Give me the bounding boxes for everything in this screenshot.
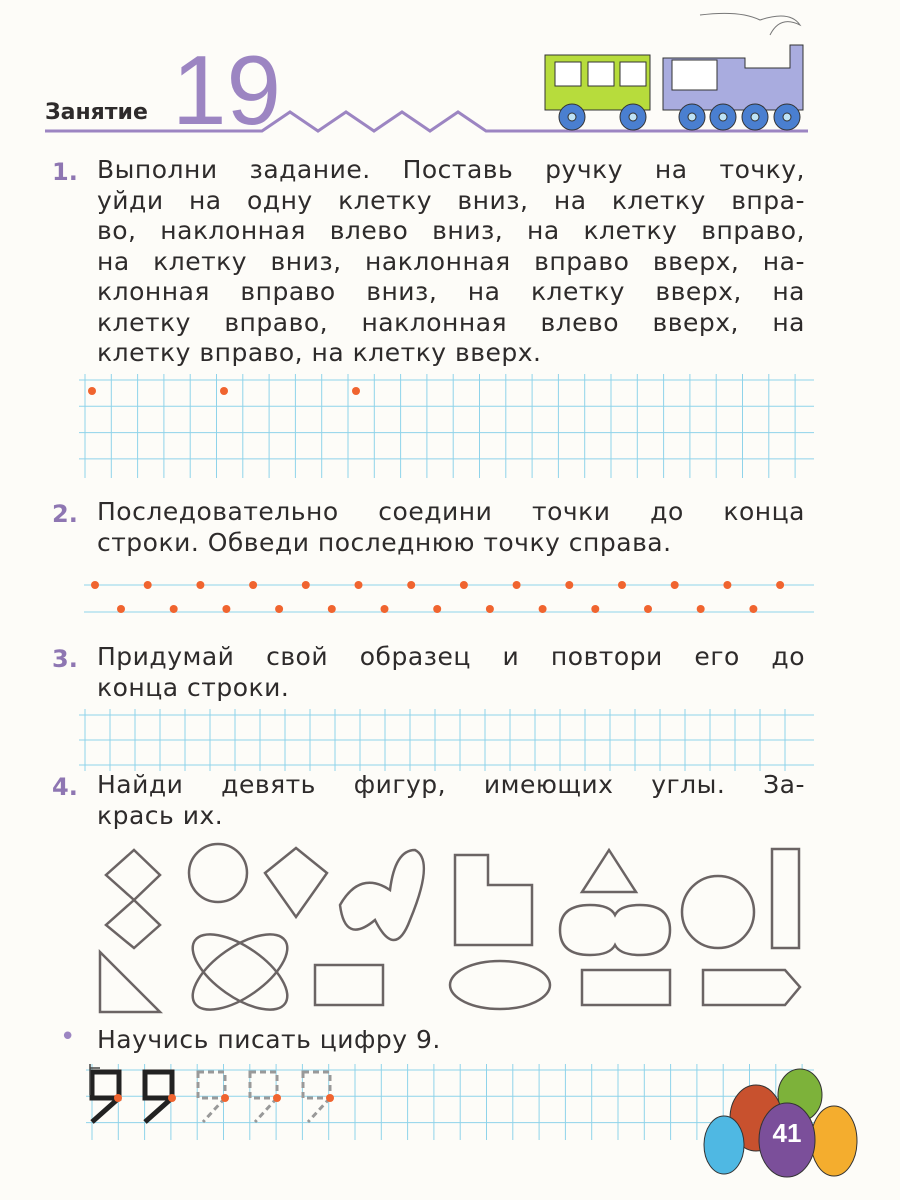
badge-circle-orange bbox=[811, 1106, 857, 1176]
dot bbox=[433, 605, 441, 613]
text-line: Придумай свой образец и повтори его до bbox=[97, 642, 805, 671]
locomotive-window bbox=[672, 60, 717, 90]
dot bbox=[328, 605, 336, 613]
dot bbox=[117, 605, 125, 613]
dot bbox=[275, 605, 283, 613]
dot bbox=[273, 1094, 281, 1102]
dot bbox=[91, 581, 99, 589]
task-2-text bbox=[97, 497, 805, 558]
badge-circle-blue bbox=[704, 1116, 744, 1174]
dot bbox=[144, 581, 152, 589]
dot bbox=[407, 581, 415, 589]
shape-double-rhombus bbox=[106, 850, 160, 948]
wheel-hub bbox=[751, 113, 759, 121]
wheel-hub bbox=[719, 113, 727, 121]
dot bbox=[460, 581, 468, 589]
page-number: 41 bbox=[772, 1118, 802, 1148]
shape-l-shape bbox=[455, 855, 532, 945]
dot bbox=[565, 581, 573, 589]
shape-circle bbox=[189, 844, 247, 902]
shape-circle-large bbox=[682, 876, 754, 948]
wheel-hub bbox=[783, 113, 791, 121]
dot bbox=[249, 581, 257, 589]
shape-figure-eight bbox=[560, 905, 670, 955]
text-line: клонная вправо вниз, на клетку вверх, на bbox=[97, 277, 805, 306]
dot bbox=[355, 581, 363, 589]
wheel-hub bbox=[629, 113, 637, 121]
dot bbox=[170, 605, 178, 613]
dot bbox=[222, 605, 230, 613]
dot bbox=[114, 1094, 122, 1102]
dot bbox=[302, 581, 310, 589]
dot bbox=[381, 605, 389, 613]
shape-ellipse-b bbox=[181, 920, 300, 1024]
text-line: клетку вправо, на клетку вверх. bbox=[97, 338, 542, 367]
task-2-number: 2. bbox=[52, 500, 78, 528]
shape-kite bbox=[265, 848, 327, 917]
shape-ellipse-a bbox=[181, 920, 300, 1024]
text-line: клетку вправо, наклонная влево вверх, на bbox=[97, 307, 805, 337]
shape-right-triangle bbox=[100, 952, 160, 1012]
task-1-number: 1. bbox=[52, 158, 78, 186]
text-line: Последовательно соедини точки до конца bbox=[97, 497, 805, 526]
text-line: Найди девять фигур, имеющих углы. За- bbox=[97, 770, 805, 799]
text-line: на клетку вниз, наклонная вправо вверх, на- bbox=[97, 246, 805, 276]
shape-rectangle bbox=[315, 965, 383, 1005]
digit-nine-sample bbox=[145, 1072, 172, 1122]
shape-blob bbox=[340, 850, 424, 940]
task-3-number: 3. bbox=[52, 645, 78, 673]
shape-pentagon-arrow bbox=[703, 970, 800, 1005]
shape-tall-rectangle bbox=[772, 849, 799, 948]
wagon-window bbox=[588, 62, 614, 86]
dot bbox=[697, 605, 705, 613]
task-4-number: 4. bbox=[52, 773, 78, 801]
dot bbox=[776, 581, 784, 589]
text-line: уйди на одну клетку вниз, на клетку впра- bbox=[97, 185, 805, 215]
shape-oval bbox=[450, 961, 550, 1009]
task-1-text bbox=[97, 155, 805, 369]
dot bbox=[644, 605, 652, 613]
wagon-window bbox=[555, 62, 581, 86]
text-line: Выполни задание. Поставь ручку на точку, bbox=[97, 155, 805, 184]
wagon-window bbox=[620, 62, 646, 86]
wheel-hub bbox=[688, 113, 696, 121]
shape-triangle bbox=[582, 850, 636, 892]
bullet-task-text: Научись писать цифру 9. bbox=[97, 1025, 441, 1054]
task-4-text bbox=[97, 770, 805, 831]
dot bbox=[220, 387, 228, 395]
smoke bbox=[700, 13, 800, 35]
dot bbox=[352, 387, 360, 395]
text-line: конца строки. bbox=[97, 672, 290, 702]
text-line: во, наклонная влево вниз, на клетку вправо, bbox=[97, 216, 805, 245]
dot bbox=[591, 605, 599, 613]
dot bbox=[513, 581, 521, 589]
text-line: крась их. bbox=[97, 800, 224, 830]
dot bbox=[168, 1094, 176, 1102]
wheel-hub bbox=[568, 113, 576, 121]
shape-flat-rectangle bbox=[582, 970, 670, 1005]
text-line: строки. Обведи последнюю точку справа. bbox=[97, 527, 672, 557]
dot bbox=[326, 1094, 334, 1102]
dot bbox=[486, 605, 494, 613]
dot bbox=[539, 605, 547, 613]
dot bbox=[723, 581, 731, 589]
lesson-number: 19 bbox=[172, 35, 282, 145]
dot bbox=[749, 605, 757, 613]
dot bbox=[221, 1094, 229, 1102]
dot bbox=[196, 581, 204, 589]
dot bbox=[88, 387, 96, 395]
lesson-label: Занятие bbox=[45, 100, 148, 125]
dot bbox=[618, 581, 626, 589]
digit-nine-trace bbox=[250, 1072, 277, 1122]
digit-nine-trace bbox=[303, 1072, 330, 1122]
dot bbox=[671, 581, 679, 589]
bullet-icon: • bbox=[60, 1022, 76, 1052]
digit-nine-trace bbox=[198, 1072, 225, 1122]
task-3-text bbox=[97, 642, 805, 703]
